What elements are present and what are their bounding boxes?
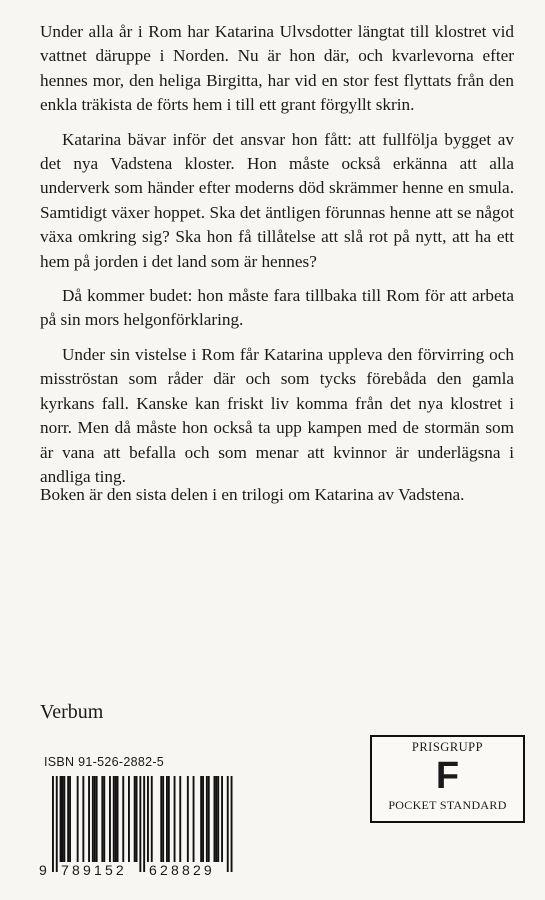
barcode-bar bbox=[63, 776, 65, 862]
barcode-bar bbox=[231, 776, 233, 872]
ean-barcode bbox=[38, 776, 238, 880]
blurb-paragraph-2: Katarina bävar inför det ansvar hon fått: att fullfölja bygget av det nya Vadstena kloster. Hon måste också erkänna att alla underverk som händer efter moderns död skrämmer henne en smula. Samtidigt växer hoppet. Ska det äntligen förunnas henne att se något växa omkring sig? Ska hon få tillåtelse att slå rot på nytt, att ha ett hem på jorden i det land som är hennes? bbox=[40, 129, 514, 271]
barcode-bar bbox=[136, 776, 138, 862]
barcode-bar bbox=[147, 776, 149, 862]
barcode-bar bbox=[109, 776, 111, 862]
barcode-bar bbox=[134, 776, 136, 862]
barcode-bar bbox=[117, 776, 119, 862]
blurb-paragraph-1: Under alla år i Rom har Katarina Ulvsdotter längtat till klostret vid vattnet däruppe i Norden. Nu är hon där, och kvarlevorna efter hennes mor, den heliga Birgitta, har vid en stor fest flyttats från den enkla träkista de förts hem i till ett grant förgyllt skrin. bbox=[40, 22, 514, 115]
barcode-bar bbox=[193, 776, 195, 862]
isbn-text: ISBN 91-526-2882-5 bbox=[44, 755, 165, 769]
barcode-bar bbox=[96, 776, 98, 862]
price-group-letter: F bbox=[435, 755, 460, 797]
barcode-bar bbox=[69, 776, 71, 862]
barcode-bar bbox=[92, 776, 94, 862]
barcode-bar bbox=[62, 776, 64, 862]
barcode-right-group: 628829 bbox=[149, 862, 215, 878]
barcode-bars bbox=[38, 776, 238, 872]
barcode-bar bbox=[221, 776, 223, 862]
barcode-digits bbox=[38, 862, 238, 880]
barcode-bar bbox=[168, 776, 170, 862]
barcode-bar bbox=[179, 776, 181, 862]
barcode-bar bbox=[166, 776, 168, 862]
price-group-box bbox=[370, 735, 525, 823]
barcode-bar bbox=[60, 776, 62, 862]
barcode-bar bbox=[215, 776, 217, 862]
barcode-bar bbox=[143, 776, 145, 872]
barcode-bar bbox=[200, 776, 202, 862]
barcode-bar bbox=[82, 776, 84, 862]
barcode-bar bbox=[52, 776, 54, 872]
price-group-label: PRISGRUPP bbox=[411, 740, 484, 754]
barcode-bar bbox=[217, 776, 219, 862]
barcode-bar bbox=[151, 776, 153, 862]
barcode-bar bbox=[227, 776, 229, 872]
price-group-category: POCKET STANDARD bbox=[388, 798, 507, 812]
barcode-bar bbox=[187, 776, 189, 862]
barcode-bar bbox=[174, 776, 176, 862]
barcode-bar bbox=[115, 776, 117, 862]
barcode-bar bbox=[88, 776, 90, 862]
barcode-bar bbox=[67, 776, 69, 862]
barcode-bar bbox=[160, 776, 162, 862]
barcode-bar bbox=[139, 776, 141, 872]
barcode-bar bbox=[214, 776, 216, 862]
barcode-bar bbox=[206, 776, 208, 862]
trilogy-note: Boken är den sista delen i en trilogi om Katarina av Vadstena. bbox=[40, 485, 465, 504]
barcode-bar bbox=[103, 776, 105, 862]
barcode-bar bbox=[56, 776, 58, 872]
barcode-bar bbox=[122, 776, 124, 862]
barcode-bar bbox=[101, 776, 103, 862]
blurb-paragraph-4: Under sin vistelse i Rom får Katarina uppleva den förvirring och misströstan som råder där och som tycks förebåda den gamla kyrkans fall. Kanske kan friskt liv komma från det nya klostret i norr. Men då måste hon också ta upp kampen med de stormän som är vana att befalla och som menar att kvinnor är underlägsna i andliga ting. bbox=[40, 344, 514, 486]
barcode-left-group: 789152 bbox=[61, 862, 127, 878]
barcode-bar bbox=[77, 776, 79, 862]
barcode-bar bbox=[208, 776, 210, 862]
back-cover-blurb bbox=[40, 20, 514, 499]
blurb-paragraph-3: Då kommer budet: hon måste fara tillbaka till Rom för att arbeta på sin mors helgonförklaring. bbox=[40, 286, 514, 330]
barcode-lead-digit: 9 bbox=[39, 862, 47, 878]
publisher-name: Verbum bbox=[40, 701, 104, 723]
barcode-bar bbox=[128, 776, 130, 862]
barcode-bar bbox=[94, 776, 96, 862]
barcode-bar bbox=[162, 776, 164, 862]
barcode-bar bbox=[113, 776, 115, 862]
barcode-bar bbox=[202, 776, 204, 862]
